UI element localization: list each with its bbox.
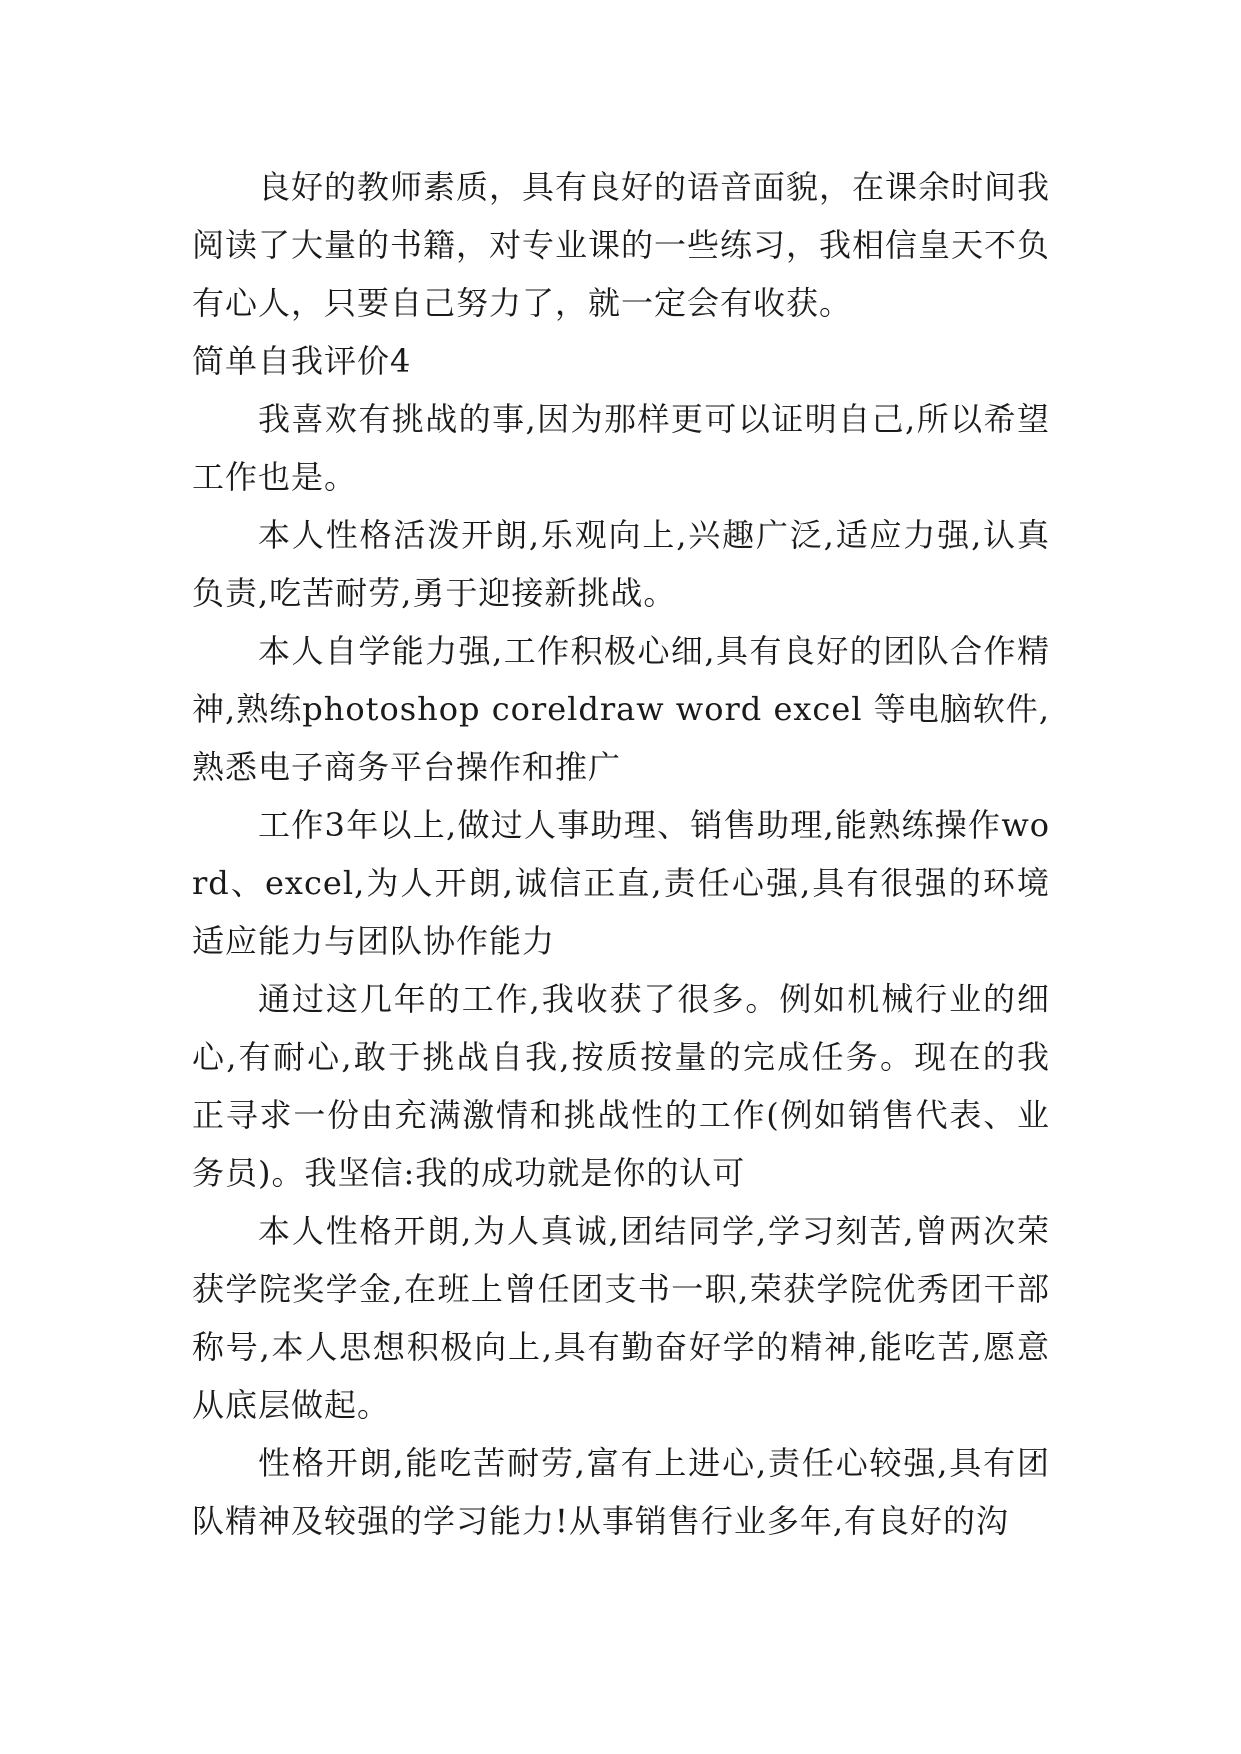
- paragraph: 性格开朗,能吃苦耐劳,富有上进心,责任心较强,具有团队精神及较强的学习能力!从事销售行业多年,有良好的沟: [192, 1444, 1050, 1540]
- section-title: 简单自我评价4: [192, 342, 412, 380]
- paragraph: 本人自学能力强,工作积极心细,具有良好的团队合作精神,熟练photoshop coreldraw word excel 等电脑软件,熟悉电子商务平台操作和推广: [192, 632, 1050, 786]
- paragraph: 我喜欢有挑战的事,因为那样更可以证明自己,所以希望工作也是。: [192, 400, 1050, 496]
- paragraph: 工作3年以上,做过人事助理、销售助理,能熟练操作word、excel,为人开朗,诚信正直,责任心强,具有很强的环境适应能力与团队协作能力: [192, 806, 1050, 960]
- document-body: [192, 158, 1050, 1550]
- paragraph: 通过这几年的工作,我收获了很多。例如机械行业的细心,有耐心,敢于挑战自我,按质按量的完成任务。现在的我正寻求一份由充满激情和挑战性的工作(例如销售代表、业务员)。我坚信:我的成功就是你的认可: [192, 980, 1050, 1192]
- paragraph: 本人性格活泼开朗,乐观向上,兴趣广泛,适应力强,认真负责,吃苦耐劳,勇于迎接新挑战。: [192, 516, 1050, 612]
- paragraph: 本人性格开朗,为人真诚,团结同学,学习刻苦,曾两次荣获学院奖学金,在班上曾任团支书一职,荣获学院优秀团干部称号,本人思想积极向上,具有勤奋好学的精神,能吃苦,愿意从底层做起。: [192, 1212, 1050, 1424]
- paragraph-continued: 良好的教师素质，具有良好的语音面貌，在课余时间我阅读了大量的书籍，对专业课的一些练习，我相信皇天不负有心人，只要自己努力了，就一定会有收获。: [192, 168, 1051, 322]
